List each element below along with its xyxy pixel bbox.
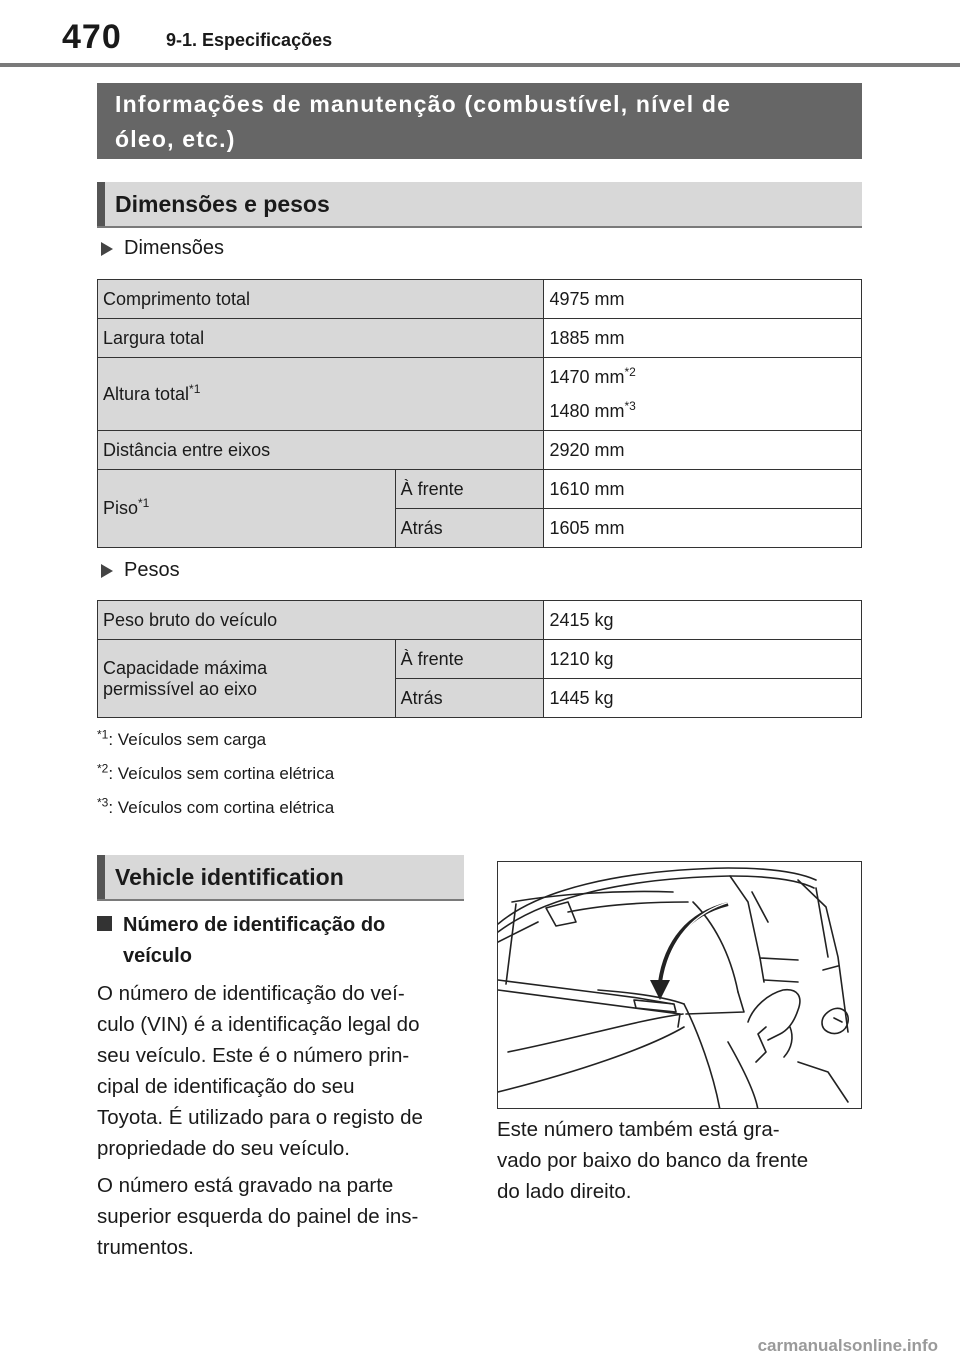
triangle-bullet-icon — [101, 242, 113, 256]
peso-bruto-label: Peso bruto do veículo — [98, 601, 544, 640]
header-divider — [0, 63, 960, 67]
piso-tras-value: 1605 mm — [544, 509, 862, 548]
page-number: 470 — [62, 18, 122, 56]
largura-label: Largura total — [98, 319, 544, 358]
footnote-text: : Veículos com cortina elétrica — [108, 798, 335, 817]
text-line: trumentos. — [97, 1236, 194, 1259]
footnote-mark: *1 — [138, 496, 150, 510]
piso-tras-label: Atrás — [395, 509, 544, 548]
chapter-banner — [97, 83, 862, 159]
dimensions-label-text: Dimensões — [124, 237, 225, 259]
vin-location-illustration — [497, 861, 862, 1109]
footnote-mark: *1 — [97, 727, 109, 742]
distancia-value: 2920 mm — [544, 431, 862, 470]
footnote-1 — [97, 727, 267, 750]
vin-paragraph-1 — [97, 978, 423, 1164]
cap-frente-value: 1210 kg — [544, 640, 862, 679]
dimensions-weights-heading-text: Dimensões e pesos — [115, 191, 330, 217]
vin-subheading — [97, 910, 467, 972]
table-row — [98, 358, 862, 431]
text-line: Toyota. É utilizado para o registo de — [97, 1106, 423, 1129]
piso-label: Piso — [103, 498, 139, 518]
comprimento-label: Comprimento total — [98, 280, 544, 319]
car-windshield-icon — [498, 862, 862, 1109]
dimensions-label — [101, 237, 224, 260]
watermark: carmanualsonline.info — [757, 1336, 938, 1355]
capacidade-label-line-2: permissível ao eixo — [103, 678, 258, 699]
piso-frente-value: 1610 mm — [544, 470, 862, 509]
footnote-mark: *1 — [189, 381, 201, 396]
altura-label: Altura total — [103, 383, 190, 404]
footnote-mark: *2 — [97, 761, 109, 776]
table-row — [98, 640, 862, 679]
table-row — [98, 431, 862, 470]
vehicle-identification-heading — [97, 855, 464, 901]
text-line: O número de identificação do veí- — [97, 982, 405, 1005]
weights-table — [97, 600, 862, 718]
peso-bruto-value: 2415 kg — [544, 601, 862, 640]
text-line: do lado direito. — [497, 1180, 632, 1203]
piso-label-cell — [98, 470, 396, 548]
weights-label — [101, 559, 180, 582]
cap-frente-label: À frente — [395, 640, 544, 679]
banner-line-2: óleo, etc.) — [115, 126, 236, 152]
vin-subheading-line-1: Número de identificação do — [123, 914, 386, 936]
dimensions-weights-heading — [97, 182, 862, 228]
vehicle-identification-heading-text: Vehicle identification — [115, 864, 344, 890]
capacidade-label-line-1: Capacidade máxima — [103, 657, 268, 678]
banner-line-1: Informações de manutenção (combustível, nível de — [115, 91, 732, 117]
triangle-bullet-icon — [101, 564, 113, 578]
altura-value-2: 1480 mm — [549, 401, 625, 421]
comprimento-value: 4975 mm — [544, 280, 862, 319]
text-line: O número está gravado na parte — [97, 1174, 394, 1197]
cap-tras-label: Atrás — [395, 679, 544, 718]
table-row — [98, 280, 862, 319]
footnote-text: : Veículos sem carga — [108, 730, 267, 749]
altura-value-1: 1470 mm — [549, 367, 625, 387]
text-line: Este número também está gra- — [497, 1118, 780, 1141]
weights-label-text: Pesos — [124, 559, 180, 581]
footnote-text: : Veículos sem cortina elétrica — [108, 764, 335, 783]
dimensions-table — [97, 279, 862, 548]
table-row — [98, 319, 862, 358]
largura-value: 1885 mm — [544, 319, 862, 358]
footnote-2 — [97, 761, 335, 784]
table-row — [98, 470, 862, 509]
section-title: 9-1. Especificações — [166, 30, 333, 50]
table-row — [98, 601, 862, 640]
footnote-mark: *3 — [624, 399, 636, 413]
footnote-mark: *2 — [624, 365, 636, 379]
distancia-label: Distância entre eixos — [98, 431, 544, 470]
text-line: cipal de identificação do seu — [97, 1075, 355, 1098]
piso-frente-label: À frente — [395, 470, 544, 509]
altura-value-cell — [544, 358, 862, 431]
text-line: propriedade do seu veículo. — [97, 1137, 351, 1160]
square-bullet-icon — [97, 916, 112, 931]
capacidade-label-cell — [98, 640, 396, 718]
footnote-3 — [97, 795, 335, 818]
vin-subheading-line-2: veículo — [123, 945, 192, 967]
footnote-mark: *3 — [97, 795, 109, 810]
vin-paragraph-2 — [97, 1170, 418, 1263]
text-line: vado por baixo do banco da frente — [497, 1149, 809, 1172]
text-line: superior esquerda do painel de ins- — [97, 1205, 419, 1228]
text-line: culo (VIN) é a identificação legal do — [97, 1013, 420, 1036]
text-line: seu veículo. Este é o número prin- — [97, 1044, 410, 1067]
cap-tras-value: 1445 kg — [544, 679, 862, 718]
altura-label-cell — [98, 358, 544, 431]
vin-paragraph-3 — [497, 1114, 808, 1207]
